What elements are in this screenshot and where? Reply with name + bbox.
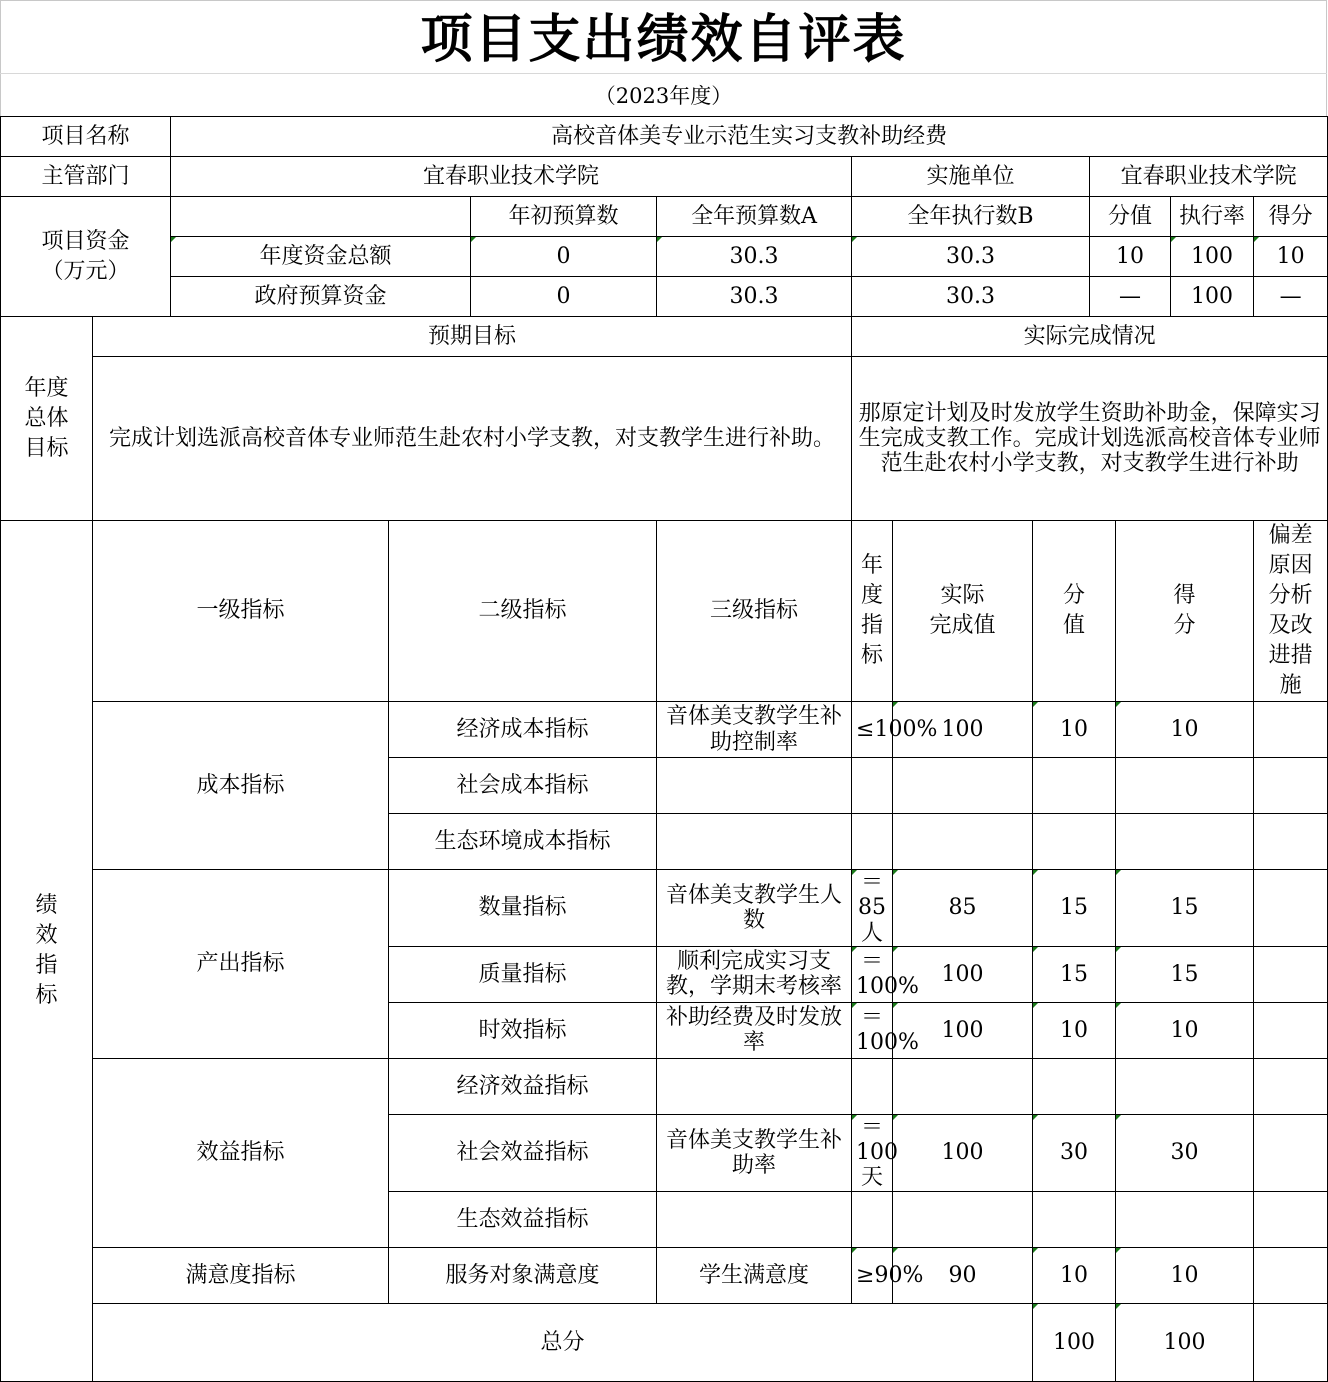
funds-row-total-rate: 100 bbox=[1171, 237, 1254, 277]
output-row3-got: 10 bbox=[1116, 1002, 1254, 1058]
output-row3-reason bbox=[1254, 1002, 1328, 1058]
project-name-label: 项目名称 bbox=[1, 117, 171, 157]
output-row1-l2: 数量指标 bbox=[389, 870, 657, 947]
funds-header-score: 分值 bbox=[1090, 197, 1171, 237]
ind-header-got-1: 得 bbox=[1173, 583, 1196, 608]
benefit-row3-annual bbox=[852, 1191, 893, 1247]
ind-header-score-2: 值 bbox=[1063, 613, 1086, 638]
total-got: 100 bbox=[1116, 1303, 1254, 1381]
ind-header-annual bbox=[852, 521, 893, 702]
output-row3-l3: 补助经费及时发放率 bbox=[657, 1002, 852, 1058]
benefit-row2-annual: ＝100天 bbox=[852, 1114, 893, 1191]
ind-header-annual-1: 年度 bbox=[861, 553, 884, 608]
goals-label-text: 年度总体目标 bbox=[24, 375, 69, 461]
group-output: 产出指标 bbox=[93, 870, 389, 1059]
satisfaction-row1-reason bbox=[1254, 1247, 1328, 1303]
benefit-row1-reason bbox=[1254, 1058, 1328, 1114]
total-score: 100 bbox=[1033, 1303, 1116, 1381]
benefit-row2-got: 30 bbox=[1116, 1114, 1254, 1191]
page-title: 项目支出绩效自评表 bbox=[420, 9, 907, 70]
total-label: 总分 bbox=[93, 1303, 1033, 1381]
satisfaction-row1-score: 10 bbox=[1033, 1247, 1116, 1303]
goals-expected-text: 完成计划选派高校音体专业师范生赴农村小学支教，对支教学生进行补助。 bbox=[93, 357, 852, 521]
benefit-row1-got bbox=[1116, 1058, 1254, 1114]
benefit-row3-got bbox=[1116, 1191, 1254, 1247]
benefit-row3-reason bbox=[1254, 1191, 1328, 1247]
benefit-row1-annual bbox=[852, 1058, 893, 1114]
group-satisfaction: 满意度指标 bbox=[93, 1247, 389, 1303]
cost-row1-l2: 经济成本指标 bbox=[389, 702, 657, 758]
benefit-row1-actual bbox=[893, 1058, 1033, 1114]
cost-row3-actual bbox=[893, 814, 1033, 870]
group-benefit: 效益指标 bbox=[93, 1058, 389, 1247]
performance-table bbox=[0, 116, 1328, 1382]
cost-row1-l3: 音体美支教学生补助控制率 bbox=[657, 702, 852, 758]
funds-row-gov-budget: 30.3 bbox=[657, 277, 852, 317]
cost-row2-reason bbox=[1254, 758, 1328, 814]
benefit-row3-l2: 生态效益指标 bbox=[389, 1191, 657, 1247]
cost-row3-got bbox=[1116, 814, 1254, 870]
ind-header-actual bbox=[893, 521, 1033, 702]
output-row1-actual: 85 bbox=[893, 870, 1033, 947]
benefit-row1-l2: 经济效益指标 bbox=[389, 1058, 657, 1114]
goals-expected-header: 预期目标 bbox=[93, 317, 852, 357]
output-row1-l3: 音体美支教学生人数 bbox=[657, 870, 852, 947]
output-row3-score: 10 bbox=[1033, 1002, 1116, 1058]
benefit-row2-score: 30 bbox=[1033, 1114, 1116, 1191]
funds-header-got: 得分 bbox=[1254, 197, 1328, 237]
funds-row-total-init: 0 bbox=[471, 237, 657, 277]
dept-label: 主管部门 bbox=[1, 157, 171, 197]
cost-row3-l2: 生态环境成本指标 bbox=[389, 814, 657, 870]
output-row2-l3: 顺利完成实习支教，学期末考核率 bbox=[657, 946, 852, 1002]
output-row2-reason bbox=[1254, 946, 1328, 1002]
benefit-row3-score bbox=[1033, 1191, 1116, 1247]
cost-row3-reason bbox=[1254, 814, 1328, 870]
satisfaction-row1-l3: 学生满意度 bbox=[657, 1247, 852, 1303]
satisfaction-row1-l2: 服务对象满意度 bbox=[389, 1247, 657, 1303]
funds-header-blank bbox=[171, 197, 471, 237]
cost-row3-l3 bbox=[657, 814, 852, 870]
benefit-row1-l3 bbox=[657, 1058, 852, 1114]
cost-row1-score: 10 bbox=[1033, 702, 1116, 758]
output-row3-annual: ＝100% bbox=[852, 1002, 893, 1058]
funds-row-total-got: 10 bbox=[1254, 237, 1328, 277]
cost-row3-annual bbox=[852, 814, 893, 870]
ind-header-actual-2: 完成值 bbox=[929, 613, 996, 638]
benefit-row2-l3: 音体美支教学生补助率 bbox=[657, 1114, 852, 1191]
cost-row1-got: 10 bbox=[1116, 702, 1254, 758]
group-cost: 成本指标 bbox=[93, 702, 389, 870]
funds-row-gov-name: 政府预算资金 bbox=[171, 277, 471, 317]
total-reason bbox=[1254, 1303, 1328, 1381]
output-row2-annual: ＝100% bbox=[852, 946, 893, 1002]
funds-row-gov-got: — bbox=[1254, 277, 1328, 317]
output-row2-l2: 质量指标 bbox=[389, 946, 657, 1002]
year-label: （2023年度） bbox=[594, 84, 733, 108]
funds-label-text: 项目资金（万元） bbox=[41, 228, 130, 284]
cost-row2-l3 bbox=[657, 758, 852, 814]
benefit-row2-reason bbox=[1254, 1114, 1328, 1191]
funds-row-total-name: 年度资金总额 bbox=[171, 237, 471, 277]
output-row3-l2: 时效指标 bbox=[389, 1002, 657, 1058]
funds-header-rate: 执行率 bbox=[1171, 197, 1254, 237]
indicators-label bbox=[1, 521, 93, 1382]
ind-header-annual-2: 指标 bbox=[861, 613, 884, 668]
goals-actual-text: 那原定计划及时发放学生资助补助金，保障实习生完成支教工作。完成计划选派高校音体专业师范生赴农村小学支教，对支教学生进行补助 bbox=[852, 357, 1328, 521]
benefit-row3-actual bbox=[893, 1191, 1033, 1247]
benefit-row2-actual: 100 bbox=[893, 1114, 1033, 1191]
funds-header-exec: 全年执行数B bbox=[852, 197, 1090, 237]
funds-header-budget: 全年预算数A bbox=[657, 197, 852, 237]
ind-header-got bbox=[1116, 521, 1254, 702]
cost-row2-got bbox=[1116, 758, 1254, 814]
funds-row-total-score: 10 bbox=[1090, 237, 1171, 277]
ind-header-reason bbox=[1254, 521, 1328, 702]
output-row2-score: 15 bbox=[1033, 946, 1116, 1002]
output-row2-actual: 100 bbox=[893, 946, 1033, 1002]
goals-label bbox=[1, 317, 93, 521]
funds-row-gov-rate: 100 bbox=[1171, 277, 1254, 317]
ind-header-score-1: 分 bbox=[1063, 583, 1086, 608]
funds-row-total-exec: 30.3 bbox=[852, 237, 1090, 277]
ind-header-level3: 三级指标 bbox=[657, 521, 852, 702]
benefit-row2-l2: 社会效益指标 bbox=[389, 1114, 657, 1191]
unit-value: 宜春职业技术学院 bbox=[1090, 157, 1328, 197]
unit-label: 实施单位 bbox=[852, 157, 1090, 197]
indicators-label-text: 绩效指标 bbox=[35, 892, 58, 1008]
cost-row1-reason bbox=[1254, 702, 1328, 758]
benefit-row3-l3 bbox=[657, 1191, 852, 1247]
ind-header-reason-1: 偏差原因分析 bbox=[1268, 523, 1313, 608]
output-row1-annual: ＝85人 bbox=[852, 870, 893, 947]
funds-row-total-budget: 30.3 bbox=[657, 237, 852, 277]
funds-header-init: 年初预算数 bbox=[471, 197, 657, 237]
satisfaction-row1-actual: 90 bbox=[893, 1247, 1033, 1303]
ind-header-got-2: 分 bbox=[1173, 613, 1196, 638]
ind-header-score bbox=[1033, 521, 1116, 702]
output-row3-actual: 100 bbox=[893, 1002, 1033, 1058]
cost-row2-score bbox=[1033, 758, 1116, 814]
cost-row2-l2: 社会成本指标 bbox=[389, 758, 657, 814]
cost-row2-actual bbox=[893, 758, 1033, 814]
funds-row-gov-init: 0 bbox=[471, 277, 657, 317]
project-name-value: 高校音体美专业示范生实习支教补助经费 bbox=[171, 117, 1328, 157]
funds-row-gov-exec: 30.3 bbox=[852, 277, 1090, 317]
output-row1-got: 15 bbox=[1116, 870, 1254, 947]
cost-row3-score bbox=[1033, 814, 1116, 870]
dept-value: 宜春职业技术学院 bbox=[171, 157, 852, 197]
cost-row2-annual bbox=[852, 758, 893, 814]
ind-header-level1: 一级指标 bbox=[93, 521, 389, 702]
output-row2-got: 15 bbox=[1116, 946, 1254, 1002]
funds-row-gov-score: — bbox=[1090, 277, 1171, 317]
ind-header-level2: 二级指标 bbox=[389, 521, 657, 702]
output-row1-reason bbox=[1254, 870, 1328, 947]
satisfaction-row1-annual: ≥90% bbox=[852, 1247, 893, 1303]
satisfaction-row1-got: 10 bbox=[1116, 1247, 1254, 1303]
cost-row1-actual: 100 bbox=[893, 702, 1033, 758]
funds-label bbox=[1, 197, 171, 317]
benefit-row1-score bbox=[1033, 1058, 1116, 1114]
output-row1-score: 15 bbox=[1033, 870, 1116, 947]
ind-header-actual-1: 实际 bbox=[940, 583, 985, 608]
ind-header-reason-2: 及改进措施 bbox=[1268, 613, 1313, 698]
goals-actual-header: 实际完成情况 bbox=[852, 317, 1328, 357]
cost-row1-annual: ≤100% bbox=[852, 702, 893, 758]
